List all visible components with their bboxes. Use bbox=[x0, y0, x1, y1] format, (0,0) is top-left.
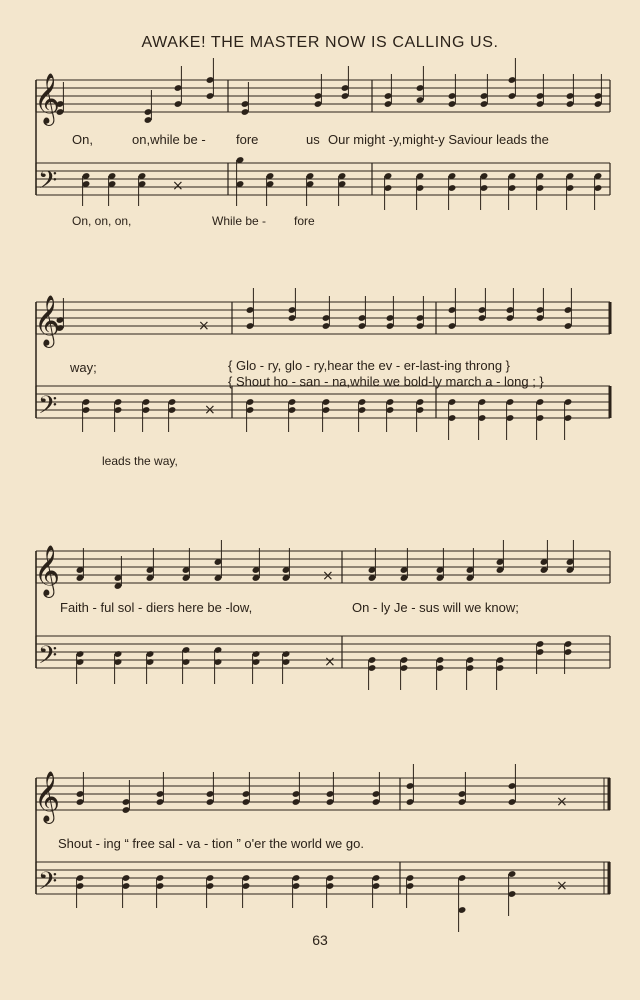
treble-clef-system-3 bbox=[34, 545, 60, 598]
note-chord bbox=[566, 172, 575, 210]
note-chord bbox=[384, 172, 393, 210]
note-chord bbox=[416, 172, 425, 210]
note-chord bbox=[292, 772, 301, 806]
rest-symbol: × bbox=[198, 318, 210, 334]
note-chord bbox=[266, 172, 275, 206]
note-chord bbox=[322, 398, 331, 432]
lyric-s3-1: Faith - ful sol - diers here be -low, bbox=[60, 600, 253, 615]
note-chord bbox=[368, 548, 377, 582]
bass-clef-system-4 bbox=[38, 867, 57, 902]
note-chord bbox=[114, 398, 123, 432]
note-chord bbox=[466, 656, 475, 690]
lyric-s4-1: Shout - ing “ free sal - va - tion ” o'er the world we go. bbox=[58, 836, 364, 851]
treble-clef-system-1 bbox=[34, 73, 60, 126]
note-chord bbox=[252, 650, 261, 684]
note-chord bbox=[156, 772, 165, 806]
note-chord bbox=[448, 74, 457, 108]
note-chord bbox=[214, 540, 223, 582]
note-chord bbox=[540, 540, 549, 574]
lyric-s1-5: Our might -y,might-y Saviour leads the bbox=[328, 132, 549, 147]
note-chord bbox=[82, 172, 91, 206]
note-chord bbox=[341, 66, 350, 100]
svg-text:𝄢: 𝄢 bbox=[38, 867, 58, 902]
note-chord bbox=[448, 288, 457, 330]
lyric-s3-2: On - ly Je - sus will we know; bbox=[352, 600, 519, 615]
svg-text:𝄢: 𝄢 bbox=[38, 391, 58, 426]
svg-text:𝄞: 𝄞 bbox=[34, 771, 61, 822]
note-chord bbox=[326, 874, 335, 908]
note-chord bbox=[506, 398, 515, 440]
note-chord bbox=[466, 548, 475, 582]
note-chord bbox=[384, 74, 393, 108]
note-chord bbox=[236, 156, 245, 206]
note-chord bbox=[241, 82, 250, 116]
svg-text:𝄢: 𝄢 bbox=[38, 641, 58, 676]
note-chord bbox=[144, 90, 153, 124]
note-chord bbox=[252, 548, 261, 582]
note-chord bbox=[564, 640, 573, 674]
note-chord bbox=[400, 656, 409, 690]
note-chord bbox=[108, 172, 117, 206]
note-chord bbox=[386, 398, 395, 432]
note-chord bbox=[146, 548, 155, 582]
note-chord bbox=[76, 874, 85, 908]
note-chord bbox=[536, 640, 545, 674]
note-chord bbox=[506, 288, 515, 322]
note-chord bbox=[242, 772, 251, 806]
lyric-s1-4: us bbox=[306, 132, 320, 147]
note-chord bbox=[564, 398, 573, 440]
note-chord bbox=[288, 398, 297, 432]
note-chord bbox=[358, 296, 367, 330]
treble-clef-system-4 bbox=[34, 771, 60, 824]
note-chord bbox=[288, 288, 297, 322]
note-chord bbox=[566, 74, 575, 108]
note-chord bbox=[322, 296, 331, 330]
bass-lyric-s1-3: fore bbox=[294, 214, 315, 228]
note-chord bbox=[242, 874, 251, 908]
note-chord bbox=[594, 74, 603, 108]
note-chord bbox=[478, 398, 487, 440]
svg-text:𝄞: 𝄞 bbox=[34, 545, 61, 596]
page-number: 63 bbox=[312, 932, 328, 948]
note-chord bbox=[122, 874, 131, 908]
note-chord bbox=[536, 398, 545, 440]
note-chord bbox=[406, 874, 415, 908]
note-chord bbox=[174, 66, 183, 108]
note-chord bbox=[306, 172, 315, 206]
note-chord bbox=[436, 548, 445, 582]
note-chord bbox=[480, 74, 489, 108]
note-chord bbox=[372, 874, 381, 908]
note-chord bbox=[508, 58, 517, 100]
bass-clef-system-2 bbox=[38, 391, 57, 426]
note-chord bbox=[76, 548, 85, 582]
note-chord bbox=[508, 870, 517, 916]
note-chord bbox=[416, 296, 425, 330]
note-chord bbox=[76, 650, 85, 684]
note-chord bbox=[326, 772, 335, 806]
note-chord bbox=[496, 656, 505, 690]
svg-text:𝄞: 𝄞 bbox=[34, 295, 61, 346]
note-chord bbox=[372, 772, 381, 806]
note-chord bbox=[480, 172, 489, 210]
bass-lyric-s1-1: On, on, on, bbox=[72, 214, 132, 228]
note-chord bbox=[206, 772, 215, 806]
note-chord bbox=[114, 556, 123, 590]
note-chord bbox=[246, 398, 255, 432]
note-chord bbox=[282, 650, 291, 684]
note-chord bbox=[358, 398, 367, 432]
note-chord bbox=[206, 58, 215, 100]
svg-text:𝄞: 𝄞 bbox=[34, 73, 61, 124]
rest-symbol: × bbox=[172, 178, 184, 194]
bass-clef-system-3 bbox=[38, 641, 57, 676]
note-chord bbox=[400, 548, 409, 582]
note-chord bbox=[406, 764, 415, 806]
note-chord bbox=[206, 874, 215, 908]
note-chord bbox=[156, 874, 165, 908]
note-chord bbox=[508, 172, 517, 210]
verse-line-2: { Shout ho - san - na,while we bold-ly march a - long ; } bbox=[228, 374, 544, 389]
note-chord bbox=[508, 764, 517, 806]
note-chord bbox=[448, 172, 457, 210]
note-chord bbox=[142, 398, 151, 432]
note-chord bbox=[314, 74, 323, 108]
verse-line-1: { Glo - ry, glo - ry,hear the ev - er-last-ing throng } bbox=[228, 358, 511, 373]
note-chord bbox=[338, 172, 347, 206]
treble-clef-system-2 bbox=[34, 295, 60, 348]
note-chord bbox=[146, 650, 155, 684]
note-chord bbox=[536, 288, 545, 322]
note-chord bbox=[478, 288, 487, 322]
note-chord bbox=[292, 874, 301, 908]
rest-symbol: × bbox=[556, 794, 568, 810]
note-chord bbox=[536, 74, 545, 108]
note-chord bbox=[76, 772, 85, 806]
bass-clef-system-1 bbox=[38, 166, 57, 201]
note-chord bbox=[282, 548, 291, 582]
lyric-s1-1: On, bbox=[72, 132, 93, 147]
rest-symbol: × bbox=[324, 654, 336, 670]
note-chord bbox=[246, 288, 255, 330]
note-chord bbox=[564, 288, 573, 330]
notes bbox=[56, 58, 603, 932]
rest-symbol: × bbox=[204, 402, 216, 418]
lyric-s2-1: way; bbox=[70, 360, 97, 375]
note-chord bbox=[114, 650, 123, 684]
bass-lyric-s1-2: While be - bbox=[212, 214, 267, 228]
note-chord bbox=[368, 656, 377, 690]
note-chord bbox=[138, 172, 147, 206]
note-chord bbox=[182, 548, 191, 582]
staves bbox=[36, 80, 610, 894]
note-chord bbox=[416, 66, 425, 104]
note-chord bbox=[386, 296, 395, 330]
note-chord bbox=[458, 874, 467, 932]
note-chord bbox=[458, 772, 467, 806]
rest-symbol: × bbox=[556, 878, 568, 894]
note-chord bbox=[594, 172, 603, 210]
note-chord bbox=[416, 398, 425, 432]
note-chord bbox=[566, 540, 575, 574]
rest-symbol: × bbox=[322, 568, 334, 584]
note-chord bbox=[496, 540, 505, 574]
svg-text:𝄢: 𝄢 bbox=[38, 166, 58, 201]
note-chord bbox=[448, 398, 457, 440]
note-chord bbox=[536, 172, 545, 210]
bass-lyric-s2-1: leads the way, bbox=[102, 454, 178, 468]
lyric-s1-2: on,while be - bbox=[132, 132, 206, 147]
note-chord bbox=[82, 398, 91, 432]
note-chord bbox=[436, 656, 445, 690]
note-chord bbox=[122, 780, 131, 814]
lyric-s1-3: fore bbox=[236, 132, 259, 147]
hymn-title: AWAKE! THE MASTER NOW IS CALLING US. bbox=[141, 34, 499, 51]
note-chord bbox=[168, 398, 177, 432]
